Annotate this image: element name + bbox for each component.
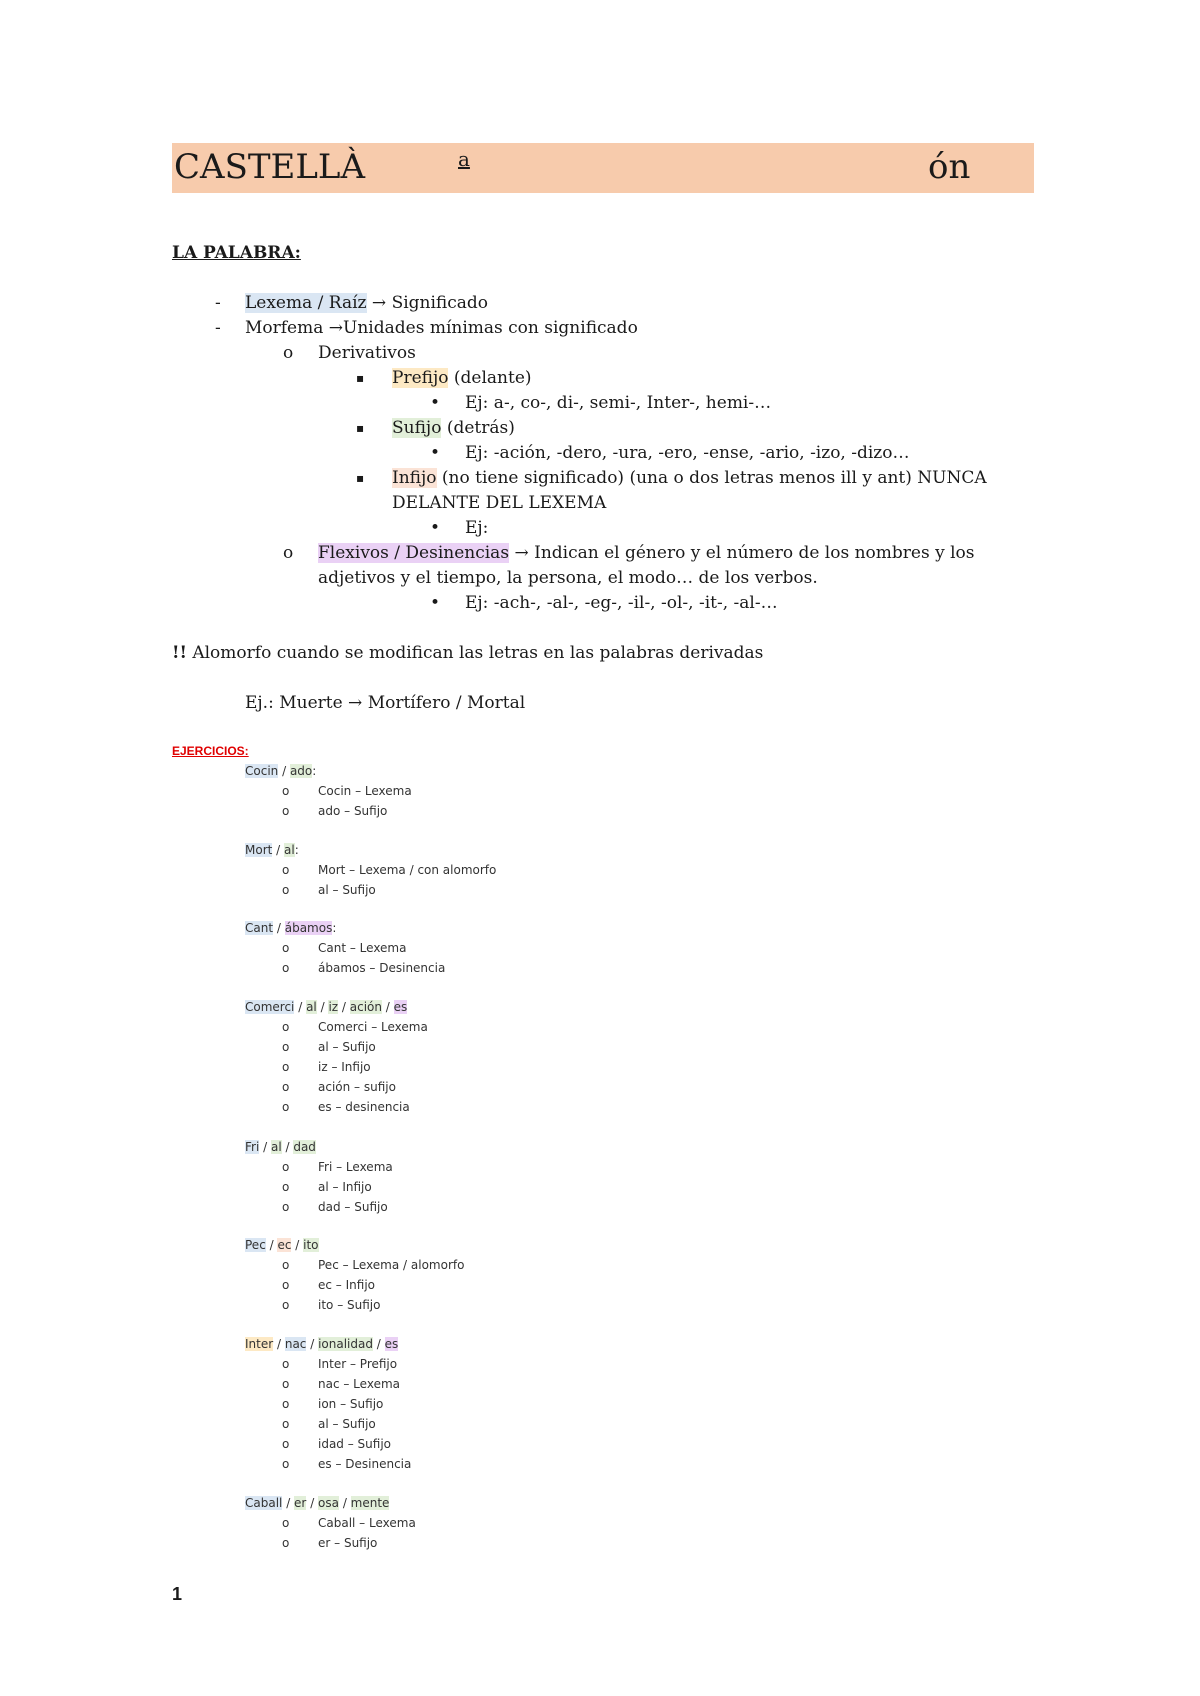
exercises-title: EJERCICIOS: xyxy=(172,744,249,758)
line-derivativos: Derivativos xyxy=(318,343,416,363)
circle-bullet: o xyxy=(282,1100,290,1114)
exercise-word xyxy=(245,843,299,857)
dash-bullet: - xyxy=(215,293,221,313)
exercise-word-part: / xyxy=(265,1238,278,1252)
exercise-word-part: / xyxy=(272,843,285,857)
line-lexema xyxy=(245,291,488,315)
exercise-item: es – desinencia xyxy=(318,1100,410,1114)
exercise-word-part: / xyxy=(278,764,290,778)
exercise-word-part: ito xyxy=(303,1238,319,1252)
exercise-word-part: Cant xyxy=(245,921,274,935)
exercise-word-part: / xyxy=(273,1337,285,1351)
exercise-item: ábamos – Desinencia xyxy=(318,961,446,975)
exercise-word-part: / xyxy=(316,1000,329,1014)
exercise-item: al – Infijo xyxy=(318,1180,372,1194)
exercise-word-part: / xyxy=(338,1000,350,1014)
line-sufijo-ej: Ej: -ación, -dero, -ura, -ero, -ense, -ario, -izo, -dizo… xyxy=(465,443,910,463)
alomorfo-note xyxy=(172,641,763,665)
circle-bullet: o xyxy=(282,941,290,955)
dot-bullet: • xyxy=(430,443,441,463)
circle-bullet: o xyxy=(282,1536,290,1550)
exercise-word xyxy=(245,1337,398,1351)
exercise-item: nac – Lexema xyxy=(318,1377,400,1391)
exercise-item: Comerci – Lexema xyxy=(318,1020,428,1034)
circle-bullet: o xyxy=(282,1377,290,1391)
exercise-word xyxy=(245,764,316,778)
prefijo-term: Prefijo xyxy=(392,368,449,388)
flexivos-term: Flexivos / Desinencias xyxy=(318,543,510,563)
exercise-word-part: / xyxy=(291,1238,304,1252)
title-end: ón xyxy=(928,147,971,187)
exercise-word-part: al xyxy=(306,1000,317,1014)
exercise-word xyxy=(245,1140,316,1154)
square-bullet: ▪ xyxy=(356,421,365,435)
exercise-word-part: ec xyxy=(277,1238,292,1252)
circle-bullet: o xyxy=(282,961,290,975)
exercise-item: Fri – Lexema xyxy=(318,1160,393,1174)
exercise-item: ación – sufijo xyxy=(318,1080,396,1094)
exercise-word-part: iz xyxy=(328,1000,339,1014)
page-number: 1 xyxy=(172,1584,183,1604)
exercise-word-part: : xyxy=(312,764,317,778)
title-main: CASTELLÀ xyxy=(174,147,366,187)
exercise-word-part: Inter xyxy=(245,1337,274,1351)
circle-bullet: o xyxy=(282,1417,290,1431)
exercise-word xyxy=(245,1496,389,1510)
exercise-item: al – Sufijo xyxy=(318,1040,376,1054)
exercise-item: ec – Infijo xyxy=(318,1278,375,1292)
prefijo-desc: (delante) xyxy=(448,368,532,388)
exercise-word-part: / xyxy=(381,1000,394,1014)
circle-bullet: o xyxy=(282,883,290,897)
square-bullet: ▪ xyxy=(356,371,365,385)
circle-bullet: o xyxy=(282,1516,290,1530)
exercise-word-part: Mort xyxy=(245,843,273,857)
exercise-word-part: dad xyxy=(293,1140,316,1154)
line-prefijo-ej: Ej: a-, co-, di-, semi-, Inter-, hemi-… xyxy=(465,393,772,413)
line-sufijo xyxy=(392,416,515,440)
exercise-word-part: al xyxy=(270,1140,282,1154)
exercise-word-part: / xyxy=(294,1000,307,1014)
circle-bullet: o xyxy=(282,1397,290,1411)
line-infijo xyxy=(392,466,987,490)
exercise-item: al – Sufijo xyxy=(318,883,376,897)
exercise-word-part: : xyxy=(332,921,337,935)
exercise-word-part: / xyxy=(339,1496,351,1510)
exercise-word xyxy=(245,1000,407,1014)
circle-bullet: o xyxy=(282,1258,290,1272)
circle-bullet: o xyxy=(282,1060,290,1074)
square-bullet: ▪ xyxy=(356,471,365,485)
sufijo-desc: (detrás) xyxy=(441,418,515,438)
dot-bullet: • xyxy=(430,393,441,413)
exercise-word-part: es xyxy=(393,1000,408,1014)
exercise-item: ion – Sufijo xyxy=(318,1397,384,1411)
exercise-item: er – Sufijo xyxy=(318,1536,378,1550)
circle-bullet: o xyxy=(282,1080,290,1094)
circle-bullet: o xyxy=(282,804,290,818)
circle-bullet: o xyxy=(282,1437,290,1451)
sufijo-term: Sufijo xyxy=(392,418,442,438)
title-superscript: a xyxy=(458,147,470,171)
exercise-item: ito – Sufijo xyxy=(318,1298,381,1312)
dot-bullet: • xyxy=(430,593,441,613)
circle-bullet: o xyxy=(283,343,294,363)
exercise-word xyxy=(245,1238,319,1252)
infijo-term: Infijo xyxy=(392,468,437,488)
circle-bullet: o xyxy=(283,543,294,563)
exercise-word-part: er xyxy=(294,1496,307,1510)
circle-bullet: o xyxy=(282,1200,290,1214)
circle-bullet: o xyxy=(282,863,290,877)
circle-bullet: o xyxy=(282,1180,290,1194)
exercise-word-part: Pec xyxy=(245,1238,266,1252)
exercise-word-part: : xyxy=(294,843,299,857)
exercise-item: Mort – Lexema / con alomorfo xyxy=(318,863,497,877)
exercise-word-part: osa xyxy=(318,1496,339,1510)
line-morfema: Morfema →Unidades mínimas con significado xyxy=(245,318,638,338)
dash-bullet: - xyxy=(215,318,221,338)
lexema-term: Lexema / Raíz xyxy=(245,293,367,313)
exercise-word-part: Fri xyxy=(245,1140,260,1154)
alomorfo-example: Ej.: Muerte → Mortífero / Mortal xyxy=(245,693,526,713)
line-flexivos-ej: Ej: -ach-, -al-, -eg-, -il-, -ol-, -it-, -al-… xyxy=(465,593,778,613)
exercise-word-part: es xyxy=(384,1337,399,1351)
exercise-word-part: Caball xyxy=(245,1496,283,1510)
exercise-word-part: ionalidad xyxy=(318,1337,373,1351)
exercise-item: Inter – Prefijo xyxy=(318,1357,398,1371)
exercise-item: dad – Sufijo xyxy=(318,1200,388,1214)
infijo-desc: (no tiene significado) (una o dos letras menos ill y ant) NUNCA xyxy=(436,468,987,488)
circle-bullet: o xyxy=(282,1298,290,1312)
exercise-word-part: / xyxy=(273,921,285,935)
dot-bullet: • xyxy=(430,518,441,538)
exercise-word-part: Comerci xyxy=(245,1000,295,1014)
line-infijo-ej: Ej: xyxy=(465,518,489,538)
line-flexivos-cont: adjetivos y el tiempo, la persona, el modo… de los verbos. xyxy=(318,568,818,588)
exercise-word-part: ación xyxy=(349,1000,382,1014)
exercise-item: Pec – Lexema / alomorfo xyxy=(318,1258,465,1272)
note-marker: !! xyxy=(172,643,187,663)
exercise-word-part: / xyxy=(306,1337,319,1351)
circle-bullet: o xyxy=(282,1357,290,1371)
line-flexivos xyxy=(318,541,975,565)
note-text: Alomorfo cuando se modifican las letras en las palabras derivadas xyxy=(186,643,764,663)
circle-bullet: o xyxy=(282,1457,290,1471)
exercise-item: ado – Sufijo xyxy=(318,804,388,818)
exercise-word-part: / xyxy=(281,1140,294,1154)
exercise-word-part: ábamos xyxy=(284,921,333,935)
exercise-word-part: nac xyxy=(284,1337,307,1351)
flexivos-desc: → Indican el género y el número de los nombres y los xyxy=(509,543,975,563)
exercise-word-part: / xyxy=(259,1140,271,1154)
circle-bullet: o xyxy=(282,1020,290,1034)
exercise-item: Caball – Lexema xyxy=(318,1516,416,1530)
exercise-item: Cant – Lexema xyxy=(318,941,407,955)
exercise-word-part: al xyxy=(284,843,295,857)
lexema-def: → Significado xyxy=(366,293,489,313)
section-heading: LA PALABRA: xyxy=(172,243,301,263)
exercise-word xyxy=(245,921,336,935)
circle-bullet: o xyxy=(282,1278,290,1292)
exercise-word-part: / xyxy=(306,1496,319,1510)
exercise-item: idad – Sufijo xyxy=(318,1437,392,1451)
circle-bullet: o xyxy=(282,1040,290,1054)
exercise-word-part: / xyxy=(282,1496,295,1510)
exercise-item: al – Sufijo xyxy=(318,1417,376,1431)
exercise-word-part: / xyxy=(372,1337,385,1351)
exercise-item: Cocin – Lexema xyxy=(318,784,412,798)
exercise-item: es – Desinencia xyxy=(318,1457,412,1471)
circle-bullet: o xyxy=(282,1160,290,1174)
line-prefijo xyxy=(392,366,532,390)
exercise-item: iz – Infijo xyxy=(318,1060,371,1074)
circle-bullet: o xyxy=(282,784,290,798)
title-bar xyxy=(172,143,1034,193)
line-infijo-cont: DELANTE DEL LEXEMA xyxy=(392,493,607,513)
exercise-word-part: mente xyxy=(350,1496,390,1510)
exercise-word-part: Cocin xyxy=(245,764,279,778)
exercise-word-part: ado xyxy=(289,764,313,778)
